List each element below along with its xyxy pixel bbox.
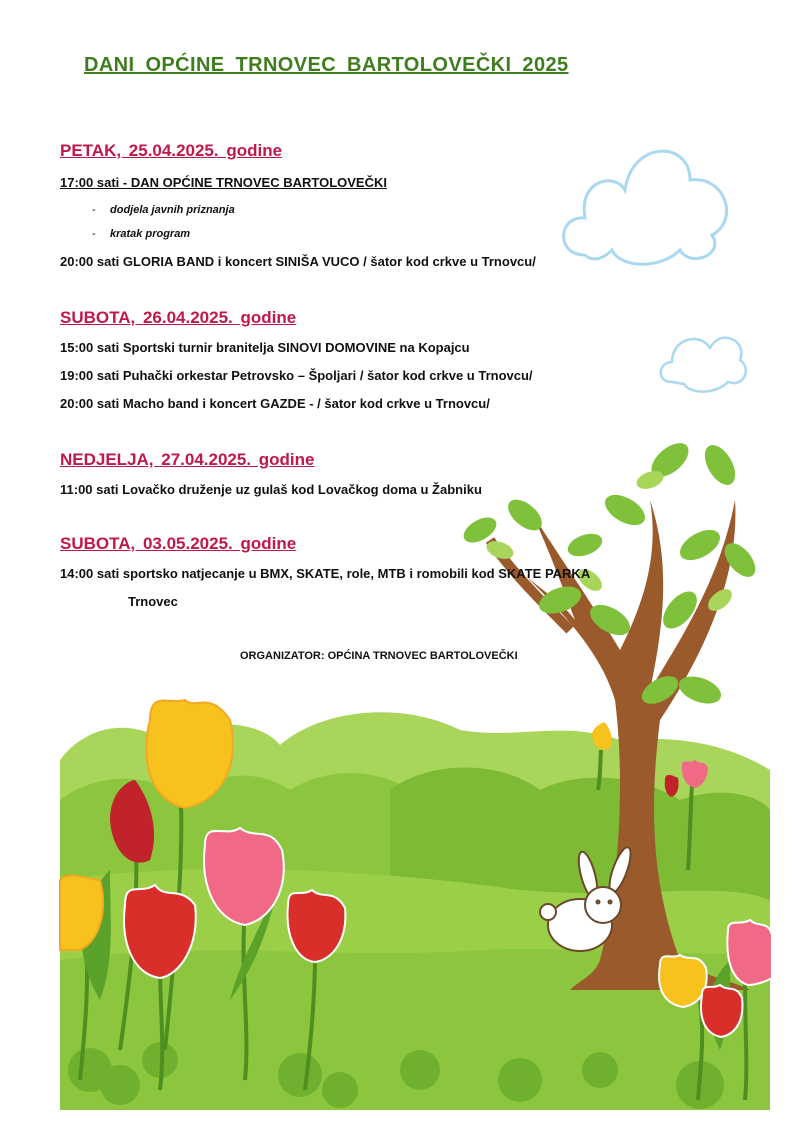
list-item: [92, 228, 190, 240]
cloud-icon: [564, 151, 727, 264]
bullet-text: dodjela javnih priznanja: [110, 204, 235, 216]
event-line: 20:00 sati Macho band i koncert GAZDE - / šator kod crkve u Trnovcu/: [60, 396, 490, 411]
event-line: 20:00 sati GLORIA BAND i koncert SINIŠA VUCO / šator kod crkve u Trnovcu/: [60, 254, 536, 269]
bullet-dash: -: [92, 228, 96, 240]
event-line: 11:00 sati Lovačko druženje uz gulaš kod Lovačkog doma u Žabniku: [60, 482, 482, 497]
event-line: 17:00 sati - DAN OPĆINE TRNOVEC BARTOLOVEČKI: [60, 175, 387, 190]
bullet-text: kratak program: [110, 228, 191, 240]
day-heading: NEDJELJA, 27.04.2025. godine: [60, 450, 315, 469]
event-line: 15:00 sati Sportski turnir branitelja SINOVI DOMOVINE na Kopajcu: [60, 340, 470, 355]
cloud-icon: [661, 338, 746, 392]
event-line: 19:00 sati Puhački orkestar Petrovsko – Špoljari / šator kod crkve u Trnovcu/: [60, 368, 533, 383]
day-heading: PETAK, 25.04.2025. godine: [60, 141, 283, 160]
event-line: 14:00 sati sportsko natjecanje u BMX, SKATE, role, MTB i romobili kod SKATE PARKA: [60, 566, 591, 581]
bullet-dash: -: [92, 204, 96, 216]
page-title: DANI OPĆINE TRNOVEC BARTOLOVEČKI 2025: [84, 54, 569, 76]
day-heading: SUBOTA, 26.04.2025. godine: [60, 308, 297, 327]
day-heading: SUBOTA, 03.05.2025. godine: [60, 534, 297, 553]
list-item: [92, 204, 235, 216]
event-continuation: Trnovec: [128, 594, 178, 609]
organizer-text: ORGANIZATOR: OPĆINA TRNOVEC BARTOLOVEČKI: [240, 650, 518, 662]
